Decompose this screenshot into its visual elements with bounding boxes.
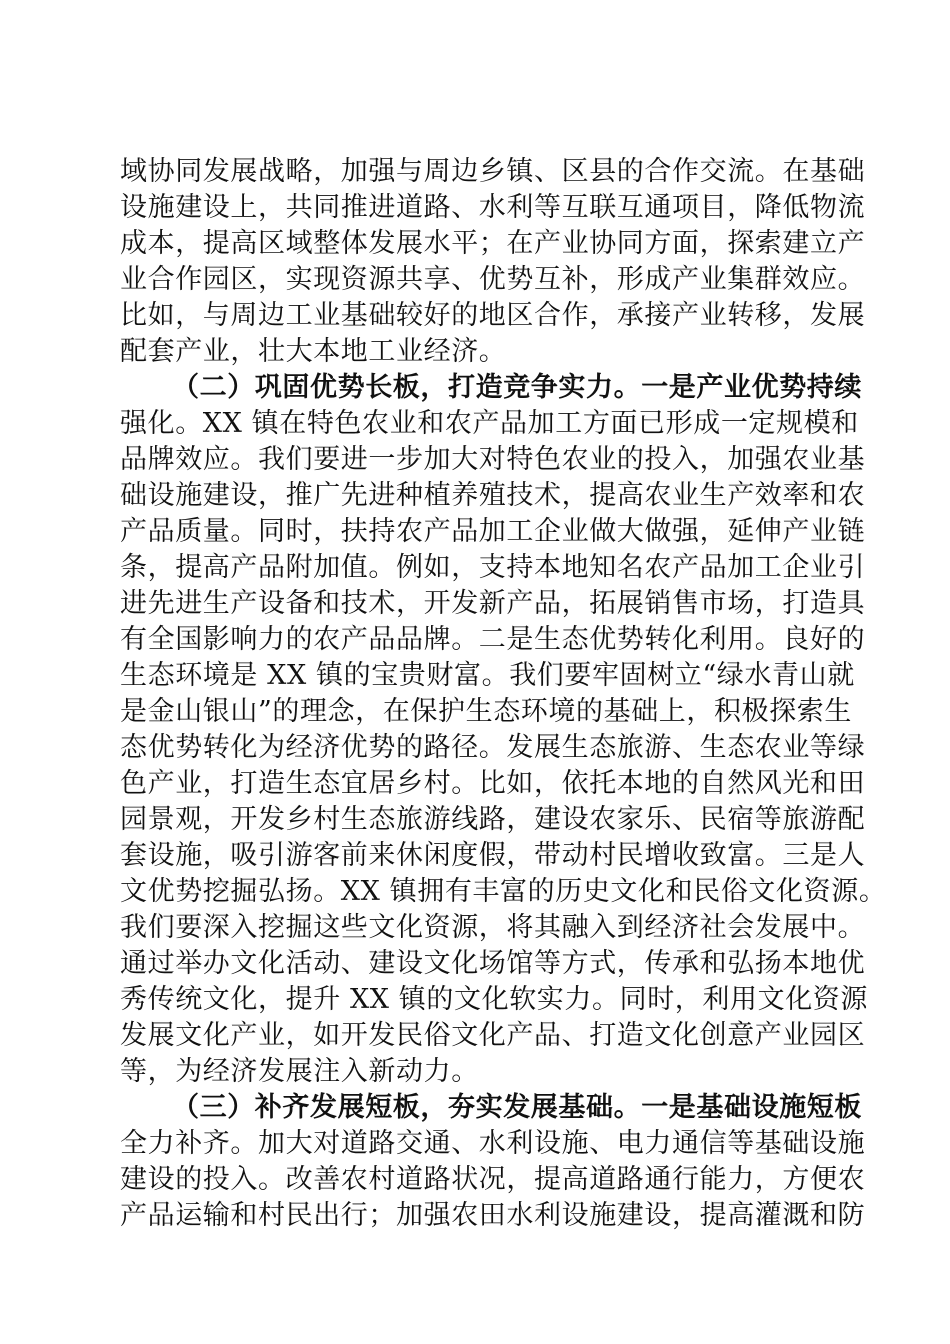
paragraph-line: 建设的投入。改善农村道路状况，提高道路通行能力，方便农 <box>120 1164 866 1195</box>
section-heading-line: （二）巩固优势长板，打造竞争实力。一是产业优势持续 <box>172 372 862 403</box>
paragraph-line: 秀传统文化，提升 XX 镇的文化软实力。同时，利用文化资源 <box>120 984 869 1015</box>
paragraph-line: 等，为经济发展注入新动力。 <box>120 1056 479 1087</box>
paragraph-line: 条，提高产品附加值。例如，支持本地知名农产品加工企业引 <box>120 552 866 583</box>
paragraph-line: 我们要深入挖掘这些文化资源，将其融入到经济社会发展中。 <box>120 912 866 943</box>
paragraph-line: 产品运输和村民出行；加强农田水利设施建设，提高灌溉和防 <box>120 1200 866 1231</box>
paragraph-line: 强化。XX 镇在特色农业和农产品加工方面已形成一定规模和 <box>120 408 859 439</box>
paragraph-line: 设施建设上，共同推进道路、水利等互联互通项目，降低物流 <box>120 192 866 223</box>
paragraph-line: 全力补齐。加大对道路交通、水利设施、电力通信等基础设施 <box>120 1128 866 1159</box>
paragraph-line: 生态环境是 XX 镇的宝贵财富。我们要牢固树立“绿水青山就 <box>120 660 855 691</box>
paragraph-line: 域协同发展战略，加强与周边乡镇、区县的合作交流。在基础 <box>120 156 866 187</box>
paragraph-line: 业合作园区，实现资源共享、优势互补，形成产业集群效应。 <box>120 264 866 295</box>
paragraph-line: 品牌效应。我们要进一步加大对特色农业的投入，加强农业基 <box>120 444 866 475</box>
paragraph-line: 产品质量。同时，扶持农产品加工企业做大做强，延伸产业链 <box>120 516 866 547</box>
paragraph-line: 配套产业，壮大本地工业经济。 <box>120 336 507 367</box>
section-heading-line: （三）补齐发展短板，夯实发展基础。一是基础设施短板 <box>172 1092 862 1123</box>
paragraph-line: 园景观，开发乡村生态旅游线路，建设农家乐、民宿等旅游配 <box>120 804 866 835</box>
paragraph-line: 文优势挖掘弘扬。XX 镇拥有丰富的历史文化和民俗文化资源。 <box>120 876 887 907</box>
paragraph-line: 础设施建设，推广先进种植养殖技术，提高农业生产效率和农 <box>120 480 866 511</box>
paragraph-line: 进先进生产设备和技术，开发新产品，拓展销售市场，打造具 <box>120 588 866 619</box>
paragraph-line: 通过举办文化活动、建设文化场馆等方式，传承和弘扬本地优 <box>120 948 866 979</box>
paragraph-line: 态优势转化为经济优势的路径。发展生态旅游、生态农业等绿 <box>120 732 866 763</box>
paragraph-line: 成本，提高区域整体发展水平；在产业协同方面，探索建立产 <box>120 228 866 259</box>
paragraph-line: 色产业，打造生态宜居乡村。比如，依托本地的自然风光和田 <box>120 768 866 799</box>
paragraph-line: 是金山银山”的理念，在保护生态环境的基础上，积极探索生 <box>120 696 853 727</box>
paragraph-line: 有全国影响力的农产品品牌。二是生态优势转化利用。良好的 <box>120 624 866 655</box>
paragraph-line: 比如，与周边工业基础较好的地区合作，承接产业转移，发展 <box>120 300 866 331</box>
paragraph-line: 套设施，吸引游客前来休闲度假，带动村民增收致富。三是人 <box>120 840 866 871</box>
paragraph-line: 发展文化产业，如开发民俗文化产品、打造文化创意产业园区 <box>120 1020 866 1051</box>
